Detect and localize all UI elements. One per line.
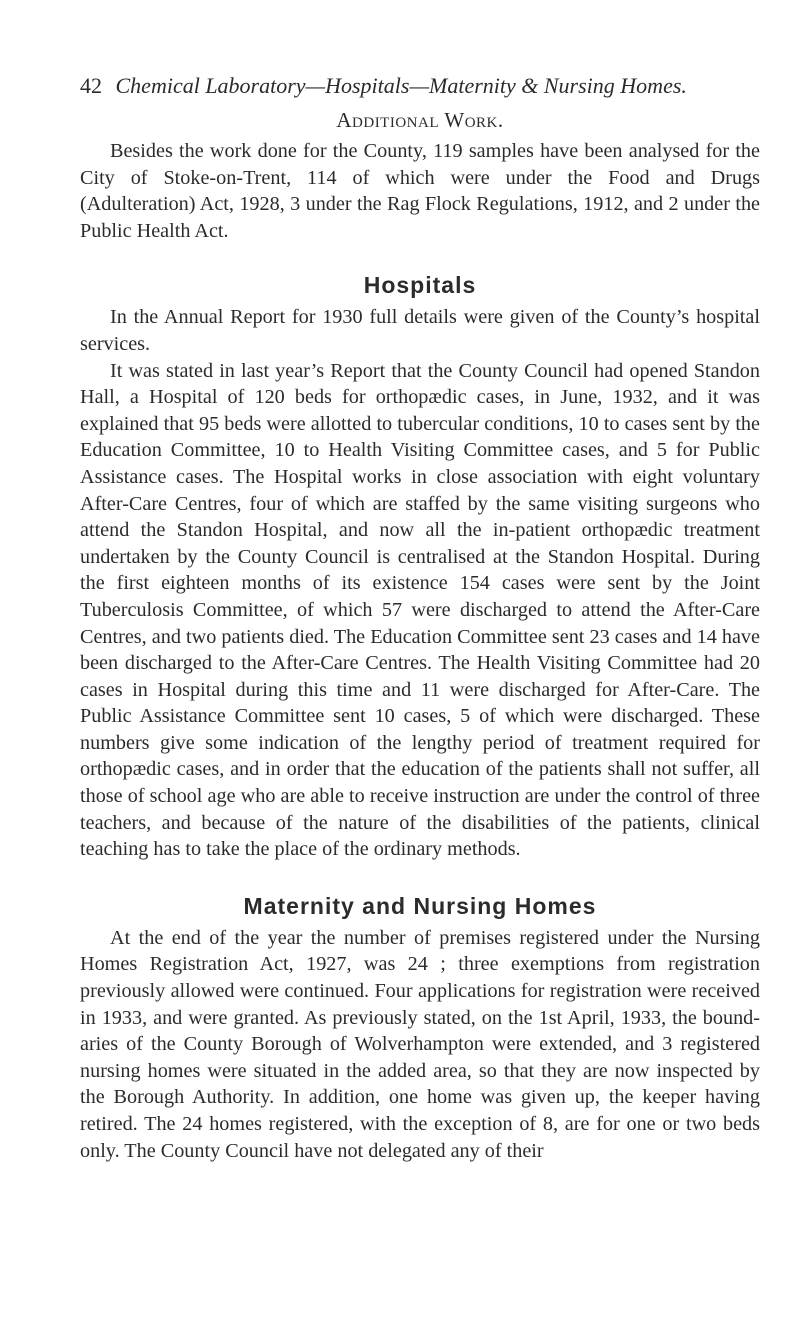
additional-work-paragraph-1: Besides the work done for the County, 119 samples have been analysed for the City of Stoke-on-Trent, 114 of which were under the Food and Drugs (Adulteration) Act, 1928, 3 under the Rag Flock Regulations, 1912, and 2 under the Public Health Act. [80, 140, 760, 242]
running-header [80, 72, 760, 100]
additional-work-heading: Additional Work. [336, 108, 504, 132]
maternity-heading: Maternity and Nursing Homes [243, 892, 597, 919]
hospitals-paragraph-1: In the Annual Report for 1930 full details were given of the County’s hospital services. [80, 306, 760, 355]
maternity-paragraph-1: At the end of the year the number of premises registered under the Nursing Homes Registration Act, 1927, was 24 ; three exemptions from registration previously allowed were continued. Four applications for registration were received in 1933, and were granted. As previously stated, on the 1st April, 1933, the boundaries of the County Borough of Wolverhampton were extended, and 3 registered nursing homes were situated in the added area, so that they are now inspected by the Borough Authority. In addition, one home was given up, the keeper having retired. The 24 homes registered, with the exception of 8, are for one or two beds only. The County Council have not delegated any of their [80, 926, 760, 1162]
page-number: 42 [80, 73, 102, 98]
hospitals-paragraph-2: It was stated in last year’s Report that the County Council had opened Standon Hall, a Hospital of 120 beds for orthopædic cases, in June, 1932, and it was explained that 95 beds were allotted to tubercular conditions, 10 to cases sent by the Education Committee, 10 to Health Visiting Committee cases, and 5 for Public Assistance cases. The Hospital works in close association with eight voluntary After-Care Centres, four of which are staffed by the same visiting surgeons who attend the Standon Hospital, and now all the in-patient orthopædic treatment undertaken by the County Council is centralised at the Standon Hospital. During the first eighteen months of its existence 154 cases were sent by the Joint Tuberculosis Committee, of which 57 were discharged to attend the After-Care Centres, and two patients died. The Education Committee sent 23 cases and 14 have been discharged to the After-Care Centres. The Health Visiting Committee had 20 cases in Hospital during this time and 11 were discharged for After-Care. The Public Assistance Committee sent 10 cases, 5 of which were discharged. These numbers give some indication of the lengthy period of treatment required for orthopædic cases, and in order that the education of the patients shall not suffer, all those of school age who are able to receive instruction are under the control of three teachers, and because of the nature of the disabilities of the patients, clinical teaching has to take the place of the ordinary methods. [80, 359, 760, 861]
document-page [80, 72, 760, 1164]
running-title: Chemical Laboratory—Hospitals—Maternity & Nursing Homes. [115, 73, 687, 98]
hospitals-heading: Hospitals [363, 272, 477, 299]
